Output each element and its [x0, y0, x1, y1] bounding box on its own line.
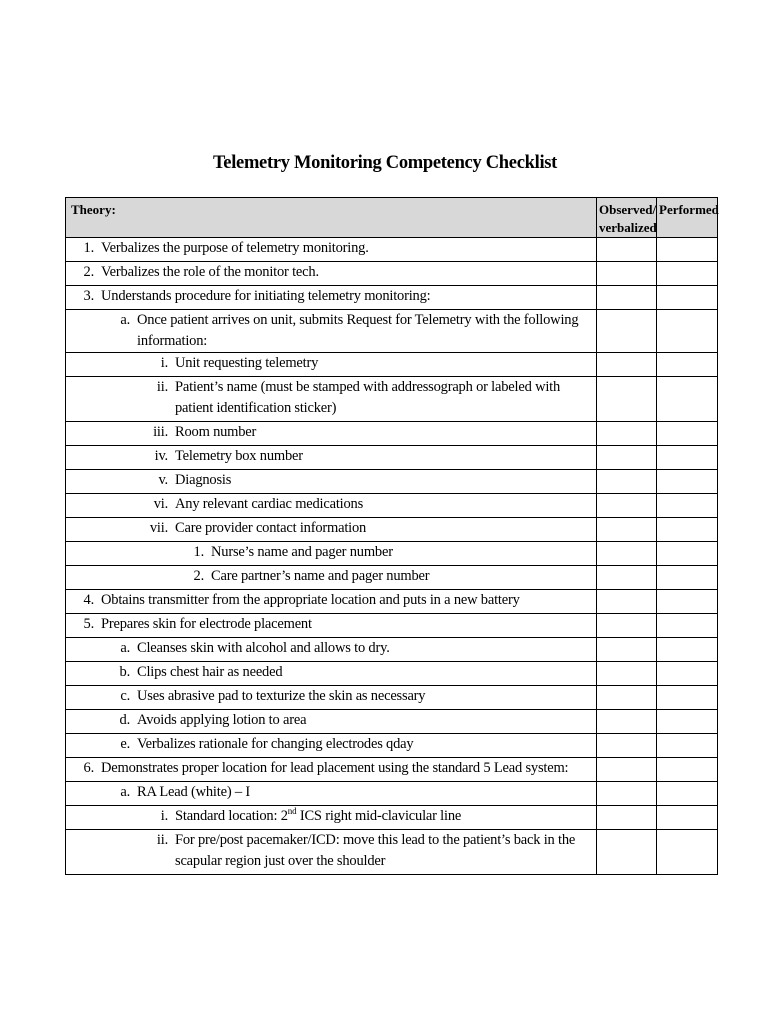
- performed-checkbox-cell[interactable]: [657, 286, 718, 310]
- performed-checkbox-cell[interactable]: [657, 446, 718, 470]
- item-text: Verbalizes the role of the monitor tech.: [101, 264, 319, 280]
- item-number: e.: [120, 736, 130, 752]
- observed-verbalized-header: Observed/ verbalized: [597, 198, 657, 238]
- item-text: Once patient arrives on unit, submits Request for Telemetry with the following information:: [137, 312, 579, 349]
- checklist-item: [66, 377, 597, 422]
- observed-checkbox-cell[interactable]: [597, 470, 657, 494]
- competency-checklist-table: [65, 197, 718, 875]
- item-text: Any relevant cardiac medications: [175, 496, 364, 512]
- checklist-row: [66, 758, 718, 782]
- checklist-row: [66, 734, 718, 758]
- observed-checkbox-cell[interactable]: [597, 518, 657, 542]
- checklist-item: [66, 353, 597, 377]
- observed-checkbox-cell[interactable]: [597, 686, 657, 710]
- performed-checkbox-cell[interactable]: [657, 782, 718, 806]
- item-number: 1.: [193, 544, 204, 560]
- checklist-item: [66, 758, 597, 782]
- item-text: Care provider contact information: [175, 520, 367, 536]
- performed-checkbox-cell[interactable]: [657, 377, 718, 422]
- observed-checkbox-cell[interactable]: [597, 286, 657, 310]
- performed-checkbox-cell[interactable]: [657, 518, 718, 542]
- performed-checkbox-cell[interactable]: [657, 734, 718, 758]
- item-number: a.: [120, 312, 130, 328]
- item-text: Patient’s name (must be stamped with addressograph or labeled with patient identification sticker): [175, 379, 561, 416]
- checklist-item: [66, 494, 597, 518]
- checklist-row: [66, 662, 718, 686]
- performed-checkbox-cell[interactable]: [657, 806, 718, 830]
- item-number: c.: [120, 688, 130, 704]
- performed-checkbox-cell[interactable]: [657, 238, 718, 262]
- checklist-row: [66, 782, 718, 806]
- item-text: Diagnosis: [175, 472, 232, 488]
- item-text: Understands procedure for initiating telemetry monitoring:: [101, 288, 431, 304]
- item-number: iv.: [154, 448, 168, 464]
- checklist-item: [66, 238, 597, 262]
- header-row: [66, 198, 718, 238]
- checklist-item: [66, 782, 597, 806]
- checklist-row: [66, 446, 718, 470]
- observed-checkbox-cell[interactable]: [597, 446, 657, 470]
- observed-checkbox-cell[interactable]: [597, 758, 657, 782]
- ordinal-superscript: nd: [287, 806, 297, 817]
- checklist-row: [66, 286, 718, 310]
- checklist-row: [66, 686, 718, 710]
- item-number: d.: [119, 712, 130, 728]
- checklist-row: [66, 710, 718, 734]
- performed-checkbox-cell[interactable]: [657, 590, 718, 614]
- performed-checkbox-cell[interactable]: [657, 686, 718, 710]
- item-number: ii.: [156, 832, 168, 848]
- checklist-row: [66, 590, 718, 614]
- checklist-row: [66, 470, 718, 494]
- checklist-item: [66, 286, 597, 310]
- performed-checkbox-cell[interactable]: [657, 830, 718, 875]
- item-text: Verbalizes the purpose of telemetry monitoring.: [101, 240, 369, 256]
- checklist-item: [66, 518, 597, 542]
- checklist-row: [66, 238, 718, 262]
- observed-checkbox-cell[interactable]: [597, 638, 657, 662]
- item-text: Uses abrasive pad to texturize the skin as necessary: [137, 688, 426, 704]
- observed-checkbox-cell[interactable]: [597, 542, 657, 566]
- checklist-row: [66, 806, 718, 830]
- performed-checkbox-cell[interactable]: [657, 614, 718, 638]
- item-number: vi.: [153, 496, 168, 512]
- checklist-row: [66, 422, 718, 446]
- performed-checkbox-cell[interactable]: [657, 310, 718, 353]
- item-number: i.: [160, 808, 168, 824]
- item-text: Prepares skin for electrode placement: [101, 616, 312, 632]
- checklist-item: [66, 638, 597, 662]
- observed-checkbox-cell[interactable]: [597, 377, 657, 422]
- checklist-row: [66, 353, 718, 377]
- checklist-row: [66, 310, 718, 353]
- item-text: Obtains transmitter from the appropriate location and puts in a new battery: [101, 592, 520, 608]
- item-text: RA Lead (white) – I: [137, 784, 250, 800]
- observed-checkbox-cell[interactable]: [597, 806, 657, 830]
- checklist-row: [66, 614, 718, 638]
- observed-checkbox-cell[interactable]: [597, 662, 657, 686]
- observed-checkbox-cell[interactable]: [597, 566, 657, 590]
- checklist-item: [66, 590, 597, 614]
- item-number: 5.: [83, 616, 94, 632]
- observed-checkbox-cell[interactable]: [597, 710, 657, 734]
- item-number: 2.: [193, 568, 204, 584]
- performed-checkbox-cell[interactable]: [657, 662, 718, 686]
- checklist-row: [66, 638, 718, 662]
- checklist-item: [66, 662, 597, 686]
- checklist-row: [66, 518, 718, 542]
- checklist-item: [66, 310, 597, 353]
- observed-checkbox-cell[interactable]: [597, 262, 657, 286]
- checklist-row: [66, 830, 718, 875]
- item-number: 3.: [83, 288, 94, 304]
- checklist-item: [66, 710, 597, 734]
- checklist-item: [66, 542, 597, 566]
- observed-checkbox-cell[interactable]: [597, 353, 657, 377]
- item-text: Unit requesting telemetry: [175, 355, 319, 371]
- item-number: 6.: [83, 760, 94, 776]
- item-text: Cleanses skin with alcohol and allows to dry.: [137, 640, 390, 656]
- performed-checkbox-cell[interactable]: [657, 262, 718, 286]
- checklist-item: [66, 830, 597, 875]
- performed-header: Performed: [657, 198, 718, 238]
- observed-checkbox-cell[interactable]: [597, 310, 657, 353]
- performed-checkbox-cell[interactable]: [657, 422, 718, 446]
- checklist-item: [66, 686, 597, 710]
- item-number: 4.: [83, 592, 94, 608]
- item-text: Care partner’s name and pager number: [211, 568, 430, 584]
- observed-checkbox-cell[interactable]: [597, 422, 657, 446]
- theory-header: Theory:: [66, 198, 597, 238]
- checklist-item: [66, 614, 597, 638]
- performed-checkbox-cell[interactable]: [657, 638, 718, 662]
- observed-checkbox-cell[interactable]: [597, 238, 657, 262]
- document-title: Telemetry Monitoring Competency Checklist: [212, 153, 558, 173]
- performed-checkbox-cell[interactable]: [657, 710, 718, 734]
- checklist-row: [66, 566, 718, 590]
- item-number: i.: [160, 355, 168, 371]
- observed-checkbox-cell[interactable]: [597, 614, 657, 638]
- performed-checkbox-cell[interactable]: [657, 494, 718, 518]
- performed-checkbox-cell[interactable]: [657, 353, 718, 377]
- item-number: a.: [120, 784, 130, 800]
- item-text: Clips chest hair as needed: [137, 664, 283, 680]
- item-text: Room number: [175, 424, 257, 440]
- checklist-row: [66, 542, 718, 566]
- checklist-item: [66, 470, 597, 494]
- item-number: 1.: [83, 240, 94, 256]
- performed-checkbox-cell[interactable]: [657, 566, 718, 590]
- item-number: a.: [120, 640, 130, 656]
- item-text: For pre/post pacemaker/ICD: move this lead to the patient’s back in the scapular region just over the shoulder: [175, 832, 576, 869]
- item-text: Avoids applying lotion to area: [137, 712, 307, 728]
- checklist-item: [66, 262, 597, 286]
- item-number: v.: [158, 472, 168, 488]
- item-number: vii.: [149, 520, 168, 536]
- observed-checkbox-cell[interactable]: [597, 782, 657, 806]
- checklist-item: [66, 734, 597, 758]
- checklist-row: [66, 494, 718, 518]
- item-number: iii.: [153, 424, 168, 440]
- observed-checkbox-cell[interactable]: [597, 830, 657, 875]
- performed-checkbox-cell[interactable]: [657, 758, 718, 782]
- item-text: Nurse’s name and pager number: [211, 544, 393, 560]
- item-number: b.: [119, 664, 130, 680]
- item-number: ii.: [156, 379, 168, 395]
- item-text: Standard location: 2nd ICS right mid-clavicular line: [175, 806, 462, 824]
- checklist-item: [66, 446, 597, 470]
- item-text: Verbalizes rationale for changing electrodes qday: [137, 736, 414, 752]
- performed-checkbox-cell[interactable]: [657, 470, 718, 494]
- observed-checkbox-cell[interactable]: [597, 590, 657, 614]
- observed-checkbox-cell[interactable]: [597, 734, 657, 758]
- item-number: 2.: [83, 264, 94, 280]
- checklist-item: [66, 422, 597, 446]
- checklist-item: [66, 566, 597, 590]
- item-text: Telemetry box number: [175, 448, 303, 464]
- checklist-item: [66, 806, 597, 830]
- observed-checkbox-cell[interactable]: [597, 494, 657, 518]
- performed-checkbox-cell[interactable]: [657, 542, 718, 566]
- item-text: Demonstrates proper location for lead placement using the standard 5 Lead system:: [101, 760, 569, 776]
- checklist-row: [66, 377, 718, 422]
- checklist-row: [66, 262, 718, 286]
